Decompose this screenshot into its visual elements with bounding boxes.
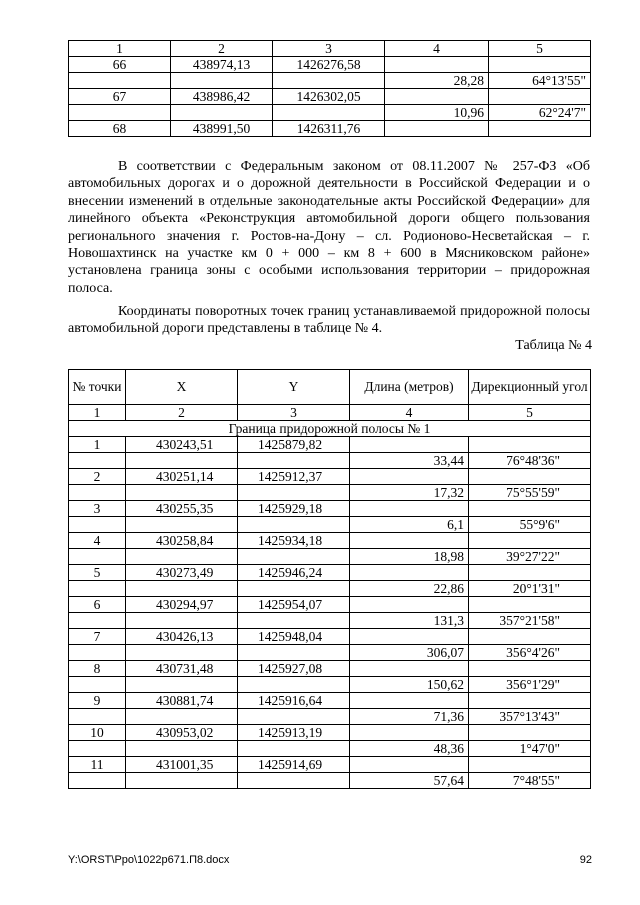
length-cell: [350, 501, 469, 517]
x-coordinate-cell: 430255,35: [126, 501, 238, 517]
point-row: [69, 89, 591, 105]
y-coordinate-cell: 1425913,19: [238, 725, 350, 741]
section-title-row: [69, 421, 591, 437]
length-cell: 131,3: [350, 613, 469, 629]
length-cell: [350, 757, 469, 773]
y-coordinate-cell: 1426302,05: [273, 89, 385, 105]
direction-angle-cell: [489, 89, 591, 105]
y-coordinate-cell: [273, 105, 385, 121]
body-paragraph: [68, 158, 590, 297]
y-coordinate-cell: 1425912,37: [238, 469, 350, 485]
col-number-cell: 2: [171, 41, 273, 57]
point-number-cell: [69, 741, 126, 757]
direction-angle-cell: [469, 661, 591, 677]
footer-file-path: Y:\ORST\Ppo\1022p671.П8.docx: [68, 854, 230, 866]
x-coordinate-cell: [126, 773, 238, 789]
y-coordinate-cell: [238, 677, 350, 693]
point-number-cell: 1: [69, 437, 126, 453]
point-number-cell: [69, 613, 126, 629]
direction-angle-cell: [469, 469, 591, 485]
segment-row: [69, 73, 591, 89]
direction-angle-cell: [489, 57, 591, 73]
point-number-cell: [69, 709, 126, 725]
length-cell: 33,44: [350, 453, 469, 469]
y-coordinate-cell: 1425954,07: [238, 597, 350, 613]
header-row: [69, 370, 591, 405]
point-number-cell: 8: [69, 661, 126, 677]
y-coordinate-cell: [238, 709, 350, 725]
x-coordinate-cell: 430294,97: [126, 597, 238, 613]
y-coordinate-cell: 1425948,04: [238, 629, 350, 645]
point-row: [69, 57, 591, 73]
length-cell: [350, 469, 469, 485]
col-number-cell: 1: [69, 41, 171, 57]
point-number-cell: [69, 73, 171, 89]
col-number-cell: 3: [273, 41, 385, 57]
direction-angle-cell: 356°4'26": [469, 645, 591, 661]
point-row: [69, 501, 591, 517]
point-number-cell: [69, 485, 126, 501]
col-number-cell: 3: [238, 405, 350, 421]
y-coordinate-cell: 1426311,76: [273, 121, 385, 137]
paragraph-text: Координаты поворотных точек границ устанавливаемой придорожной полосы автомобильной дороги представлены в таблице № 4.: [68, 304, 590, 337]
x-coordinate-cell: 430731,48: [126, 661, 238, 677]
column-number-row: [69, 405, 591, 421]
length-cell: 71,36: [350, 709, 469, 725]
length-cell: 150,62: [350, 677, 469, 693]
col-number-cell: 4: [350, 405, 469, 421]
y-coordinate-cell: 1425934,18: [238, 533, 350, 549]
segment-row: [69, 105, 591, 121]
x-coordinate-cell: [126, 549, 238, 565]
point-number-cell: [69, 517, 126, 533]
y-coordinate-cell: 1425916,64: [238, 693, 350, 709]
direction-angle-cell: [469, 501, 591, 517]
length-cell: [385, 57, 489, 73]
length-cell: 10,96: [385, 105, 489, 121]
main-table-body: [69, 370, 591, 789]
direction-angle-cell: [469, 437, 591, 453]
direction-angle-cell: 357°21'58": [469, 613, 591, 629]
direction-angle-cell: [469, 757, 591, 773]
section-title: Граница придорожной полосы № 1: [69, 421, 591, 437]
direction-angle-cell: 1°47'0": [469, 741, 591, 757]
length-cell: [385, 89, 489, 105]
y-coordinate-cell: [238, 613, 350, 629]
length-cell: 306,07: [350, 645, 469, 661]
point-number-cell: [69, 677, 126, 693]
point-number-cell: [69, 105, 171, 121]
length-cell: 18,98: [350, 549, 469, 565]
point-row: [69, 533, 591, 549]
point-number-cell: 10: [69, 725, 126, 741]
x-coordinate-cell: [171, 73, 273, 89]
y-coordinate-cell: [238, 453, 350, 469]
x-coordinate-cell: [126, 581, 238, 597]
x-coordinate-cell: 430251,14: [126, 469, 238, 485]
point-number-cell: 7: [69, 629, 126, 645]
x-coordinate-cell: [126, 709, 238, 725]
point-number-cell: 5: [69, 565, 126, 581]
point-number-cell: 67: [69, 89, 171, 105]
direction-angle-cell: [469, 725, 591, 741]
x-coordinate-cell: [126, 677, 238, 693]
top-table-body: [69, 41, 591, 137]
x-coordinate-cell: [126, 645, 238, 661]
header-cell: № точки: [69, 370, 126, 405]
direction-angle-cell: [489, 121, 591, 137]
length-cell: [350, 533, 469, 549]
point-number-cell: 66: [69, 57, 171, 73]
x-coordinate-cell: 438986,42: [171, 89, 273, 105]
direction-angle-cell: [469, 565, 591, 581]
point-row: [69, 693, 591, 709]
length-cell: [350, 597, 469, 613]
col-number-cell: 2: [126, 405, 238, 421]
paragraph-text: В соответствии с Федеральным законом от 08.11.2007 № 257-ФЗ «Об автомобильных дорогах и о дорожной деятельности в Российской Федерации и о внесении изменений в отдельные законодательные акты Российской Федерации» для линейного объекта «Реконструкция автомобильной дороги общего пользования регионального значения г. Ростов-на-Дону – сл. Родионово-Несветайская – г. Новошахтинск на участке км 0 + 000 – км 8 + 600 в Мясниковском районе» установлена граница зоны с особыми использования территории – придорожная полоса.: [68, 159, 590, 296]
direction-angle-cell: 7°48'55": [469, 773, 591, 789]
x-coordinate-cell: 430258,84: [126, 533, 238, 549]
col-number-cell: 5: [469, 405, 591, 421]
direction-angle-cell: 357°13'43": [469, 709, 591, 725]
segment-row: [69, 485, 591, 501]
point-row: [69, 629, 591, 645]
x-coordinate-cell: [126, 453, 238, 469]
y-coordinate-cell: 1425946,24: [238, 565, 350, 581]
point-row: [69, 437, 591, 453]
direction-angle-cell: 55°9'6": [469, 517, 591, 533]
segment-row: [69, 709, 591, 725]
direction-angle-cell: 356°1'29": [469, 677, 591, 693]
length-cell: [385, 121, 489, 137]
segment-row: [69, 645, 591, 661]
point-row: [69, 725, 591, 741]
y-coordinate-cell: [273, 73, 385, 89]
point-number-cell: [69, 581, 126, 597]
header-cell: X: [126, 370, 238, 405]
length-cell: 22,86: [350, 581, 469, 597]
point-number-cell: [69, 645, 126, 661]
point-number-cell: 2: [69, 469, 126, 485]
y-coordinate-cell: 1425929,18: [238, 501, 350, 517]
point-number-cell: [69, 549, 126, 565]
point-row: [69, 757, 591, 773]
y-coordinate-cell: [238, 549, 350, 565]
direction-angle-cell: 39°27'22": [469, 549, 591, 565]
header-cell: Длина (метров): [350, 370, 469, 405]
x-coordinate-cell: 430881,74: [126, 693, 238, 709]
direction-angle-cell: [469, 629, 591, 645]
body-paragraph: [68, 303, 590, 338]
point-number-cell: 68: [69, 121, 171, 137]
x-coordinate-cell: 430426,13: [126, 629, 238, 645]
y-coordinate-cell: [238, 517, 350, 533]
length-cell: 57,64: [350, 773, 469, 789]
x-coordinate-cell: [126, 517, 238, 533]
x-coordinate-cell: [171, 105, 273, 121]
segment-row: [69, 613, 591, 629]
segment-row: [69, 517, 591, 533]
header-cell: Дирекционный угол: [469, 370, 591, 405]
point-number-cell: 4: [69, 533, 126, 549]
col-number-cell: 5: [489, 41, 591, 57]
direction-angle-cell: [469, 533, 591, 549]
x-coordinate-cell: [126, 613, 238, 629]
x-coordinate-cell: 430273,49: [126, 565, 238, 581]
x-coordinate-cell: 438974,13: [171, 57, 273, 73]
main-coordinates-table: [68, 369, 591, 789]
x-coordinate-cell: [126, 741, 238, 757]
x-coordinate-cell: 430243,51: [126, 437, 238, 453]
table-caption: Таблица № 4: [515, 338, 592, 353]
length-cell: [350, 437, 469, 453]
direction-angle-cell: 62°24'7": [489, 105, 591, 121]
x-coordinate-cell: 438991,50: [171, 121, 273, 137]
length-cell: [350, 629, 469, 645]
direction-angle-cell: 75°55'59": [469, 485, 591, 501]
segment-row: [69, 773, 591, 789]
segment-row: [69, 453, 591, 469]
length-cell: [350, 661, 469, 677]
point-row: [69, 121, 591, 137]
direction-angle-cell: [469, 597, 591, 613]
point-row: [69, 597, 591, 613]
x-coordinate-cell: [126, 485, 238, 501]
segment-row: [69, 549, 591, 565]
y-coordinate-cell: [238, 741, 350, 757]
point-number-cell: 11: [69, 757, 126, 773]
y-coordinate-cell: 1426276,58: [273, 57, 385, 73]
point-row: [69, 469, 591, 485]
x-coordinate-cell: 431001,35: [126, 757, 238, 773]
direction-angle-cell: 64°13'55": [489, 73, 591, 89]
y-coordinate-cell: 1425914,69: [238, 757, 350, 773]
direction-angle-cell: 76°48'36": [469, 453, 591, 469]
direction-angle-cell: [469, 693, 591, 709]
point-number-cell: 6: [69, 597, 126, 613]
column-number-row: [69, 41, 591, 57]
y-coordinate-cell: 1425879,82: [238, 437, 350, 453]
top-coordinates-table: [68, 40, 591, 137]
length-cell: [350, 693, 469, 709]
length-cell: 28,28: [385, 73, 489, 89]
col-number-cell: 4: [385, 41, 489, 57]
y-coordinate-cell: [238, 485, 350, 501]
point-number-cell: [69, 453, 126, 469]
y-coordinate-cell: [238, 645, 350, 661]
point-number-cell: [69, 773, 126, 789]
header-cell: Y: [238, 370, 350, 405]
y-coordinate-cell: [238, 581, 350, 597]
length-cell: [350, 565, 469, 581]
x-coordinate-cell: 430953,02: [126, 725, 238, 741]
point-number-cell: 9: [69, 693, 126, 709]
y-coordinate-cell: 1425927,08: [238, 661, 350, 677]
length-cell: [350, 725, 469, 741]
point-number-cell: 3: [69, 501, 126, 517]
length-cell: 6,1: [350, 517, 469, 533]
y-coordinate-cell: [238, 773, 350, 789]
length-cell: 48,36: [350, 741, 469, 757]
segment-row: [69, 741, 591, 757]
footer-page-number: 92: [579, 854, 592, 866]
segment-row: [69, 581, 591, 597]
segment-row: [69, 677, 591, 693]
point-row: [69, 565, 591, 581]
direction-angle-cell: 20°1'31": [469, 581, 591, 597]
point-row: [69, 661, 591, 677]
length-cell: 17,32: [350, 485, 469, 501]
col-number-cell: 1: [69, 405, 126, 421]
